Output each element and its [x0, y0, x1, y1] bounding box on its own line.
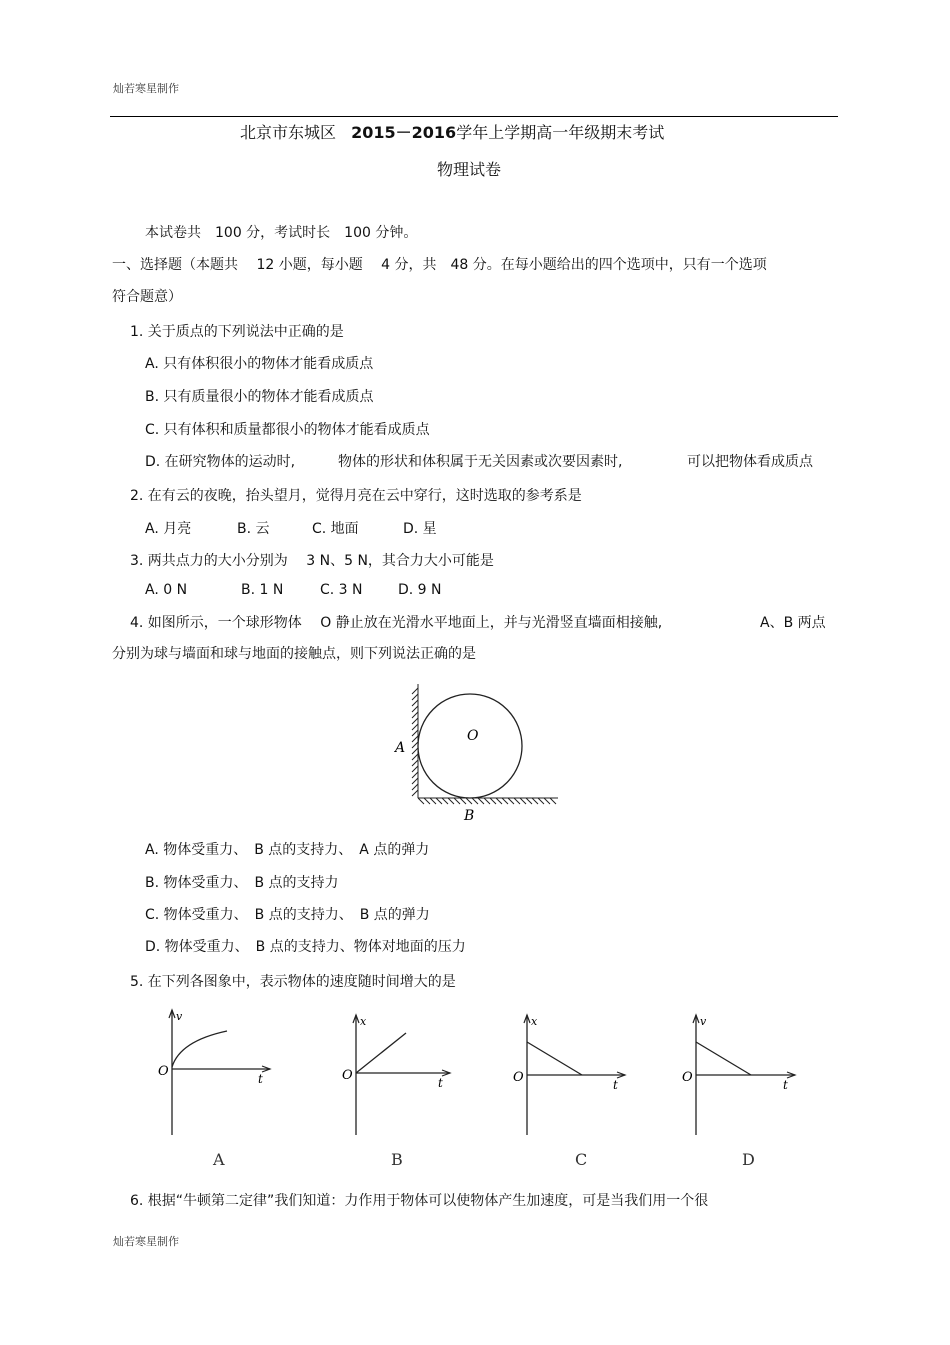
graph-b: [340, 1010, 470, 1150]
header-rule: [110, 116, 838, 117]
q1-option-d-part3: 可以把物体看成质点: [687, 454, 813, 470]
page-title: [240, 120, 664, 143]
graph-line: [172, 1031, 227, 1067]
wall-hatch: [412, 684, 558, 804]
q4-stem-points: A、B 两点: [760, 615, 826, 631]
q4-option-a: A. 物体受重力、 B 点的支持力、 A 点的弹力: [145, 842, 430, 858]
q1-option-b: B. 只有质量很小的物体才能看成质点: [145, 389, 374, 405]
q1-option-d-part2: 物体的形状和体积属于无关因素或次要因素时,: [338, 454, 623, 470]
q2-option-b: B. 云: [237, 521, 270, 537]
section-heading-cont: 符合题意）: [112, 289, 182, 305]
ball-circle: [418, 694, 522, 798]
q3-option-b: B. 1 N: [241, 582, 284, 598]
y-axis-label: v: [176, 1010, 183, 1023]
q4-option-d: D. 物体受重力、 B 点的支持力、物体对地面的压力: [145, 939, 466, 955]
q3-option-a: A. 0 N: [145, 582, 188, 598]
x-axis-label: t: [613, 1078, 618, 1092]
q2-option-a: A. 月亮: [145, 521, 192, 537]
origin-label: O: [682, 1070, 693, 1085]
q3-option-d: D. 9 N: [398, 582, 442, 598]
q1-option-d-part1: D. 在研究物体的运动时,: [145, 454, 296, 470]
fig-label-b: B: [464, 808, 475, 824]
q6-stem: 6. 根据“牛顿第二定律”我们知道：力作用于物体可以使物体产生加速度，可是当我们用一个很: [130, 1193, 709, 1209]
q1-option-c: C. 只有体积和质量都很小的物体才能看成质点: [145, 422, 430, 438]
q4-stem: 4. 如图所示，一个球形物体 O 静止放在光滑水平地面上，并与光滑竖直墙面相接触,: [130, 615, 663, 631]
origin-label: O: [513, 1070, 524, 1085]
x-axis-label: t: [783, 1078, 788, 1092]
graph-caption-d: D: [742, 1150, 755, 1169]
q1-option-a: A. 只有体积很小的物体才能看成质点: [145, 356, 374, 372]
q4-option-b: B. 物体受重力、 B 点的支持力: [145, 875, 339, 891]
q4-option-c: C. 物体受重力、 B 点的支持力、 B 点的弹力: [145, 907, 430, 923]
title-exam: 学年上学期高一年级期末考试: [456, 123, 665, 142]
graph-c: [510, 1010, 640, 1150]
q1-stem: 1. 关于质点的下列说法中正确的是: [130, 324, 344, 340]
section-heading: 一、选择题（本题共 12 小题，每小题 4 分，共 48 分。在每小题给出的四个选项中，只有一个选项: [112, 257, 767, 273]
graph-caption-c: C: [575, 1150, 588, 1169]
ball-wall-figure: [390, 680, 565, 825]
graph-line: [696, 1042, 751, 1075]
graph-line: [527, 1042, 582, 1075]
q2-option-c: C. 地面: [312, 521, 359, 537]
title-years: 2015－2016: [351, 123, 457, 142]
intro-text: 本试卷共 100 分，考试时长 100 分钟。: [145, 225, 418, 241]
q3-option-c: C. 3 N: [320, 582, 363, 598]
title-region: 北京市东城区: [240, 123, 337, 142]
footer-maker: 灿若寒星制作: [113, 1235, 179, 1248]
graph-caption-a: A: [213, 1150, 225, 1169]
y-axis-label: x: [531, 1015, 538, 1028]
fig-label-a: A: [395, 740, 406, 756]
header-maker: 灿若寒星制作: [113, 82, 179, 95]
y-axis-label: x: [360, 1015, 367, 1028]
graph-line: [356, 1033, 406, 1073]
x-axis-label: t: [438, 1076, 443, 1090]
q3-stem: 3. 两共点力的大小分别为 3 N、5 N，其合力大小可能是: [130, 553, 494, 569]
q4-stem-cont: 分别为球与墙面和球与地面的接触点，则下列说法正确的是: [112, 646, 476, 662]
graph-a: [155, 1005, 285, 1145]
y-axis-label: v: [700, 1015, 707, 1028]
graph-d: [680, 1010, 810, 1150]
q2-stem: 2. 在有云的夜晚，抬头望月，觉得月亮在云中穿行，这时选取的参考系是: [130, 488, 582, 504]
page-subtitle: 物理试卷: [437, 160, 502, 179]
q2-option-d: D. 星: [403, 521, 437, 537]
fig-label-o: O: [467, 728, 479, 744]
graph-caption-b: B: [391, 1150, 403, 1169]
q5-stem: 5. 在下列各图象中，表示物体的速度随时间增大的是: [130, 974, 456, 990]
origin-label: O: [342, 1068, 353, 1083]
origin-label: O: [158, 1064, 169, 1079]
x-axis-label: t: [258, 1072, 263, 1086]
